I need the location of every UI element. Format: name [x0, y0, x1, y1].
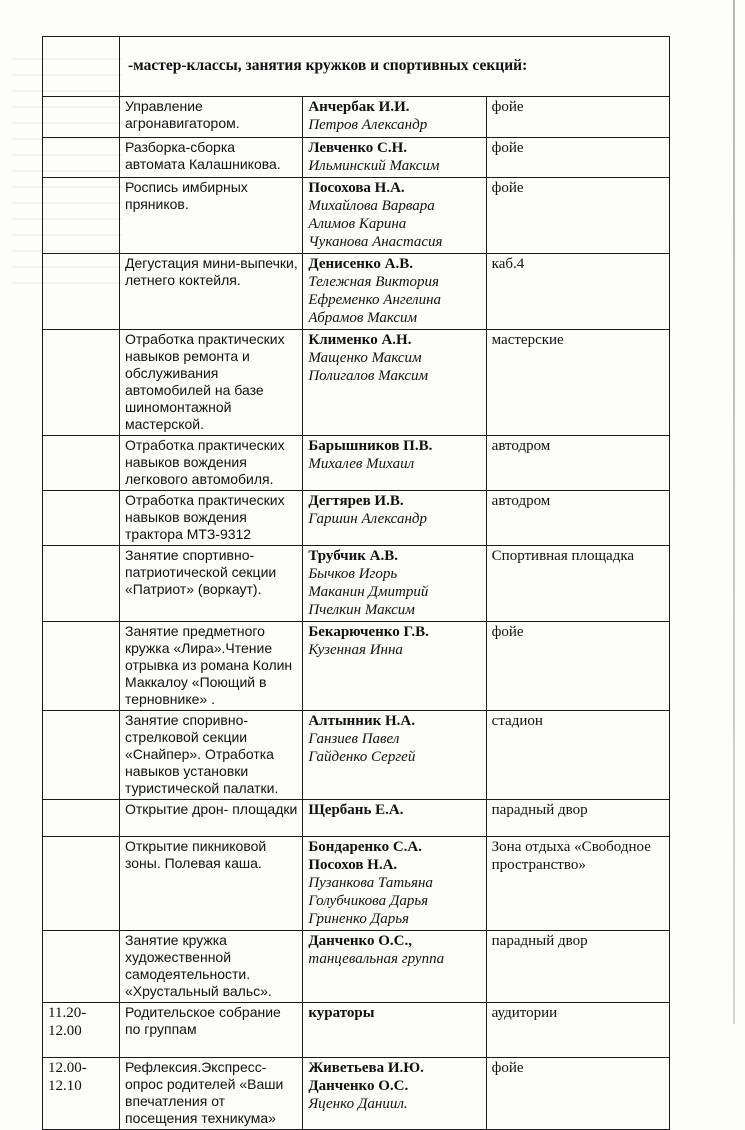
time-cell — [43, 837, 120, 931]
participant-name: Яценко Даниил. — [308, 1096, 408, 1112]
table-row — [43, 546, 670, 622]
event-cell: Управление агронавигатором. — [120, 97, 303, 138]
place-text: парадный двор — [491, 802, 588, 818]
participant-name: Михалев Михаил — [308, 456, 415, 472]
responsible-cell — [303, 178, 486, 254]
event-cell: Дегустация мини-выпечки, летнего коктейля. — [120, 254, 303, 330]
participant-name: Петров Александр — [308, 117, 428, 133]
place-cell — [486, 254, 669, 330]
place-cell — [486, 546, 669, 622]
place-text: фойе — [491, 180, 524, 196]
table-row — [43, 837, 670, 931]
responsible-cell — [303, 711, 486, 800]
place-text: фойе — [491, 140, 524, 156]
place-cell — [486, 330, 669, 436]
event-cell: Роспись имбирных пряников. — [120, 178, 303, 254]
place-cell — [486, 178, 669, 254]
participant-name: Гриненко Дарья — [308, 911, 410, 927]
time-cell — [43, 546, 120, 622]
place-cell — [486, 931, 669, 1003]
place-text: автодром — [491, 438, 551, 454]
time-cell — [43, 330, 120, 436]
time-cell — [43, 800, 120, 837]
event-cell: Отработка практических навыков вождения трактора МТЗ-9312 — [120, 491, 303, 546]
event-cell: Открытие дрон- площадки — [120, 800, 303, 837]
place-cell — [486, 97, 669, 138]
responsible-lead: Посохов Н.А. — [308, 857, 398, 873]
place-text: фойе — [491, 99, 524, 115]
participant-name: Гайденко Сергей — [308, 749, 416, 765]
table-row — [43, 711, 670, 800]
table-row — [43, 138, 670, 178]
participant-name: Михайлова Варвара — [308, 198, 435, 214]
responsible-lead: Посохова Н.А. — [308, 180, 405, 196]
participant-name: Мащенко Максим — [308, 350, 422, 366]
event-cell: Отработка практических навыков ремонта и обслуживания автомобилей на базе шиномонтажной мастерской. — [120, 330, 303, 436]
place-text: парадный двор — [491, 933, 588, 949]
section-title: -мастер-классы, занятия кружков и спортивных секций: — [120, 37, 670, 97]
participant-name: Полигалов Максим — [308, 368, 429, 384]
time-cell — [43, 931, 120, 1003]
responsible-lead: Анчербак И.И. — [308, 99, 410, 115]
place-text: стадион — [491, 713, 543, 729]
responsible-cell — [303, 1003, 486, 1058]
time-cell — [43, 178, 120, 254]
event-cell: Занятие споривно-стрелковой секции «Снайпер». Отработка навыков установки туристической палатки. — [120, 711, 303, 800]
table-row — [43, 931, 670, 1003]
participant-name: Чуканова Анастасия — [308, 234, 443, 250]
place-cell — [486, 622, 669, 711]
responsible-cell — [303, 800, 486, 837]
table-row — [43, 178, 670, 254]
responsible-cell — [303, 491, 486, 546]
participant-name: Маканин Дмитрий — [308, 584, 429, 600]
participant-name: Ильминский Максим — [308, 158, 440, 174]
page-edge — [733, 0, 735, 1024]
time-cell — [43, 622, 120, 711]
responsible-cell — [303, 254, 486, 330]
responsible-lead: кураторы — [308, 1005, 375, 1021]
responsible-cell — [303, 436, 486, 491]
responsible-lead: Данченко О.С. — [308, 1078, 409, 1094]
place-cell — [486, 138, 669, 178]
responsible-lead: Бекарюченко Г.В. — [308, 624, 429, 640]
event-cell: Открытие пикниковой зоны. Полевая каша. — [120, 837, 303, 931]
schedule-table — [42, 36, 670, 1130]
responsible-cell — [303, 138, 486, 178]
place-cell — [486, 436, 669, 491]
place-cell — [486, 837, 669, 931]
responsible-cell — [303, 837, 486, 931]
place-text: аудитории — [491, 1005, 558, 1021]
participant-name: Гаршин Александр — [308, 511, 427, 527]
responsible-cell — [303, 1058, 486, 1130]
participant-name: Пчелкин Максим — [308, 602, 415, 618]
table-row — [43, 254, 670, 330]
table-row — [43, 97, 670, 138]
place-text: фойе — [491, 624, 524, 640]
time-cell — [43, 436, 120, 491]
participant-name: танцевальная группа — [308, 951, 445, 967]
time-cell — [43, 37, 120, 97]
responsible-lead: Барышников П.В. — [308, 438, 433, 454]
time-text: 11.20-12.00 — [48, 1005, 87, 1039]
participant-name: Голубчикова Дарья — [308, 893, 429, 909]
table-row — [43, 800, 670, 837]
responsible-lead: Бондаренко С.А. — [308, 839, 422, 855]
participant-name: Тележная Виктория — [308, 274, 440, 290]
place-cell — [486, 800, 669, 837]
place-cell — [486, 491, 669, 546]
table-row — [43, 491, 670, 546]
table-row — [43, 1058, 670, 1130]
responsible-lead: Клименко А.Н. — [308, 332, 412, 348]
table-row — [43, 436, 670, 491]
place-cell — [486, 711, 669, 800]
participant-name: Ефременко Ангелина — [308, 292, 442, 308]
place-cell — [486, 1058, 669, 1130]
event-cell: Занятие спортивно- патриотической секции «Патриот» (воркаут). — [120, 546, 303, 622]
schedule-body — [43, 37, 670, 1130]
time-text: 12.00-12.10 — [48, 1060, 87, 1094]
place-text: автодром — [491, 493, 551, 509]
responsible-lead: Левченко С.Н. — [308, 140, 408, 156]
event-cell: Разборка-сборка автомата Калашникова. — [120, 138, 303, 178]
place-text: фойе — [491, 1060, 524, 1076]
responsible-lead: Алтынник Н.А. — [308, 713, 415, 729]
responsible-lead: Данченко О.С., — [308, 933, 412, 949]
place-text: каб.4 — [491, 256, 525, 272]
participant-name: Пузанкова Татьяна — [308, 875, 433, 891]
time-cell — [43, 138, 120, 178]
event-cell: Отработка практических навыков вождения легкового автомобиля. — [120, 436, 303, 491]
time-cell — [43, 97, 120, 138]
responsible-lead: Денисенко А.В. — [308, 256, 413, 272]
time-cell — [43, 1058, 120, 1130]
section-header-row — [43, 37, 670, 97]
table-row — [43, 622, 670, 711]
time-cell — [43, 254, 120, 330]
responsible-lead: Трубчик А.В. — [308, 548, 398, 564]
event-cell: Рефлексия.Экспресс-опрос родителей «Ваши впечатления от посещения техникума» — [120, 1058, 303, 1130]
responsible-lead: Живетьева И.Ю. — [308, 1060, 424, 1076]
event-cell: Занятие кружка художественной самодеятельности. «Хрустальный вальс». — [120, 931, 303, 1003]
responsible-cell — [303, 931, 486, 1003]
participant-name: Алимов Карина — [308, 216, 407, 232]
responsible-cell — [303, 97, 486, 138]
table-row — [43, 330, 670, 436]
event-cell: Занятие предметного кружка «Лира».Чтение отрывка из романа Колин Маккалоу «Поющий в терновнике» . — [120, 622, 303, 711]
responsible-cell — [303, 330, 486, 436]
table-row — [43, 1003, 670, 1058]
time-cell — [43, 711, 120, 800]
time-cell — [43, 1003, 120, 1058]
event-cell: Родительское собрание по группам — [120, 1003, 303, 1058]
place-text: Спортивная площадка — [491, 548, 635, 564]
time-cell — [43, 491, 120, 546]
participant-name: Бычков Игорь — [308, 566, 398, 582]
place-cell — [486, 1003, 669, 1058]
responsible-cell — [303, 622, 486, 711]
participant-name: Ганзиев Павел — [308, 731, 400, 747]
place-text: мастерские — [491, 332, 564, 348]
participant-name: Кузенная Инна — [308, 642, 403, 658]
place-text: Зона отдыха «Свободное пространство» — [491, 839, 651, 873]
participant-name: Абрамов Максим — [308, 310, 418, 326]
responsible-cell — [303, 546, 486, 622]
responsible-lead: Дегтярев И.В. — [308, 493, 404, 509]
responsible-lead: Щербань Е.А. — [308, 802, 404, 818]
